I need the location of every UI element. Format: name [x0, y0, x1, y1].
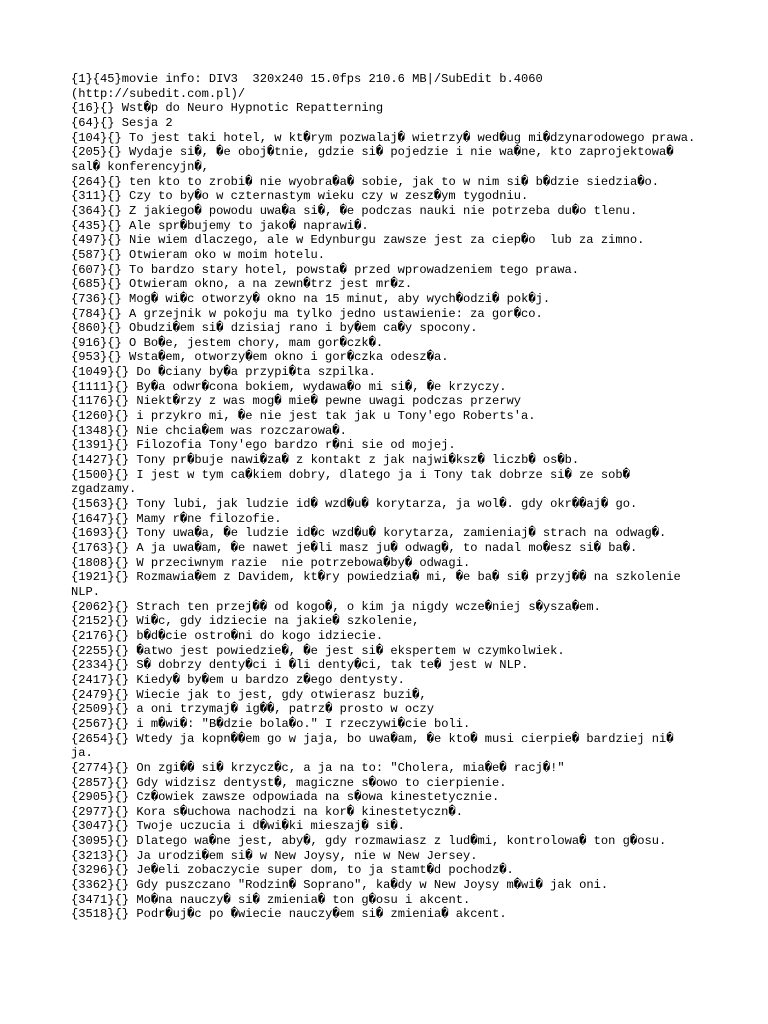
subtitle-line: {104}{} To jest taki hotel, w kt�rym pozwalaj� wietrzy� wed�ug mi�dzynarodowego prawa. [71, 130, 696, 145]
subtitle-line: {1391}{} Filozofia Tony'ego bardzo r�ni sie od mojej. [71, 438, 456, 453]
subtitle-line: {64}{} Sesja 2 [71, 115, 173, 130]
subtitle-line: {2062}{} Strach ten przej�� od kogo�, o kim ja nigdy wcze�niej s�ysza�em. [71, 599, 601, 614]
subtitle-line: {916}{} O Bo�e, jestem chory, mam gor�czk�. [71, 335, 384, 350]
subtitle-line: {587}{} Otwieram oko w moim hotelu. [71, 247, 326, 262]
subtitle-line: {2479}{} Wiecie jak to jest, gdy otwierasz buzi�, [71, 687, 427, 702]
subtitle-line: {1500}{} I jest w tym ca�kiem dobry, dlatego ja i Tony tak dobrze si� ze sob� zgadzamy. [71, 467, 638, 497]
subtitle-line: {2152}{} Wi�c, gdy idziecie na jakie� szkolenie, [71, 614, 420, 629]
subtitle-line: {3362}{} Gdy puszczano "Rodzin� Soprano", ka�dy w New Joysy m�wi� jak oni. [71, 878, 609, 893]
subtitle-line: {1427}{} Tony pr�buje nawi�za� z kontakt z jak najwi�ksz� liczb� os�b. [71, 453, 580, 468]
subtitle-line: {685}{} Otwieram okno, a na zewn�trz jest mr�z. [71, 277, 413, 292]
subtitle-line: {1176}{} Niekt�rzy z was mog� mie� pewne uwagi podczas przerwy [71, 394, 522, 409]
subtitle-line: {435}{} Ale spr�bujemy to jako� naprawi�. [71, 218, 369, 233]
subtitle-line: {3095}{} Dlatego wa�ne jest, aby�, gdy rozmawiasz z lud�mi, kontrolowa� ton g�osu. [71, 834, 667, 849]
subtitle-line: {311}{} Czy to by�o w czternastym wieku czy w zesz�ym tygodniu. [71, 189, 529, 204]
subtitle-line: {1}{45}movie info: DIV3 320x240 15.0fps 210.6 MB|/SubEdit b.4060 (http://subedit.com.pl)/ [71, 72, 550, 101]
subtitle-line: {2417}{} Kiedy� by�em u bardzo z�ego dentysty. [71, 672, 405, 687]
subtitle-line: {3518}{} Podr�uj�c po �wiecie nauczy�em si� zmienia� akcent. [71, 907, 507, 922]
subtitle-line: {3296}{} Je�eli zobaczycie super dom, to ja stamt�d pochodz�. [71, 863, 514, 878]
subtitle-line: {2905}{} Cz�owiek zawsze odpowiada na s�owa kinestetycznie. [71, 790, 500, 805]
subtitle-line: {736}{} Mog� wi�c otworzy� okno na 15 minut, aby wych�odzi� pok�j. [71, 291, 551, 306]
subtitle-line: {860}{} Obudzi�em si� dzisiaj rano i by�em ca�y spocony. [71, 321, 478, 336]
subtitle-line: {3047}{} Twoje uczucia i d�wi�ki mieszaj� si�. [71, 819, 405, 834]
subtitle-line: {607}{} To bardzo stary hotel, powsta� przed wprowadzeniem tego prawa. [71, 262, 580, 277]
subtitle-line: {2255}{} �atwo jest powiedzie�, �e jest si� ekspertem w czymkolwiek. [71, 643, 565, 658]
subtitle-line: {16}{} Wst�p do Neuro Hypnotic Repatterning [71, 101, 384, 116]
subtitle-line: {3213}{} Ja urodzi�em si� w New Joysy, nie w New Jersey. [71, 848, 478, 863]
subtitle-line: {2977}{} Kora s�uchowa nachodzi na kor� kinestetyczn�. [71, 804, 463, 819]
subtitle-line: {2857}{} Gdy widzisz dentyst�, magiczne s�owo to cierpienie. [71, 775, 507, 790]
subtitle-line: {1563}{} Tony lubi, jak ludzie id� wzd�u� korytarza, ja wol�. gdy okr��aj� go. [71, 497, 638, 512]
subtitle-line: {1763}{} A ja uwa�am, �e nawet je�li masz ju� odwag�, to nadal mo�esz si� ba�. [71, 541, 638, 555]
subtitle-line: {1260}{} i przykro mi, �e nie jest tak jak u Tony'ego Roberts'a. [71, 409, 536, 424]
subtitle-line: {1921}{} Rozmawia�em z Davidem, kt�ry powiedzia� mi, �e ba� si� przyj�� na szkolenie NLP. [71, 570, 689, 599]
subtitle-line: {1049}{} Do �ciany by�a przypi�ta szpilka. [71, 365, 376, 380]
subtitle-document [71, 72, 701, 922]
subtitle-line: {2509}{} a oni trzymaj� ig��, patrz� prosto w oczy [71, 702, 434, 717]
subtitle-line: {1111}{} By�a odwr�cona bokiem, wydawa�o mi si�, �e krzyczy. [71, 379, 507, 394]
subtitle-line: {3471}{} Mo�na nauczy� si� zmienia� ton g�osu i akcent. [71, 892, 471, 907]
subtitle-line: {497}{} Nie wiem dlaczego, ale w Edynburgu zawsze jest za ciep�o lub za zimno. [71, 233, 645, 248]
subtitle-line: {364}{} Z jakiego� powodu uwa�a si�, �e podczas nauki nie potrzeba du�o tlenu. [71, 203, 638, 218]
subtitle-line: {1808}{} W przeciwnym razie nie potrzebowa�by� odwagi. [71, 555, 471, 570]
subtitle-line: {2774}{} On zgi�� si� krzycz�c, a ja na to: "Cholera, mia�e� racj�!" [71, 760, 565, 775]
subtitle-line: {2654}{} Wtedy ja kopn��em go w jaja, bo uwa�am, �e kto� musi cierpie� bardziej ni� ja. [71, 731, 681, 761]
subtitle-line: {205}{} Wydaje si�, �e oboj�tnie, gdzie si� pojedzie i nie wa�ne, kto zaprojektowa� sal� konferencyjn�, [71, 145, 681, 174]
subtitle-line: {2176}{} b�d�cie ostro�ni do kogo idziecie. [71, 628, 384, 643]
subtitle-line: {1348}{} Nie chcia�em was rozczarowa�. [71, 423, 347, 438]
subtitle-line: {2334}{} S� dobrzy denty�ci i �li denty�ci, tak te� jest w NLP. [71, 658, 529, 673]
subtitle-line: {1693}{} Tony uwa�a, �e ludzie id�c wzd�u� korytarza, zamieniaj� strach na odwag�. [71, 526, 667, 541]
subtitle-line: {1647}{} Mamy r�ne filozofie. [71, 511, 282, 526]
subtitle-line: {953}{} Wsta�em, otworzy�em okno i gor�czka odesz�a. [71, 350, 449, 365]
subtitle-line: {2567}{} i m�wi�: "B�dzie bola�o." I rzeczywi�cie boli. [71, 716, 471, 731]
subtitle-line: {784}{} A grzejnik w pokoju ma tylko jedno ustawienie: za gor�co. [71, 306, 543, 321]
subtitle-line: {264}{} ten kto to zrobi� nie wyobra�a� sobie, jak to w nim si� b�dzie siedzia�o. [71, 174, 659, 189]
